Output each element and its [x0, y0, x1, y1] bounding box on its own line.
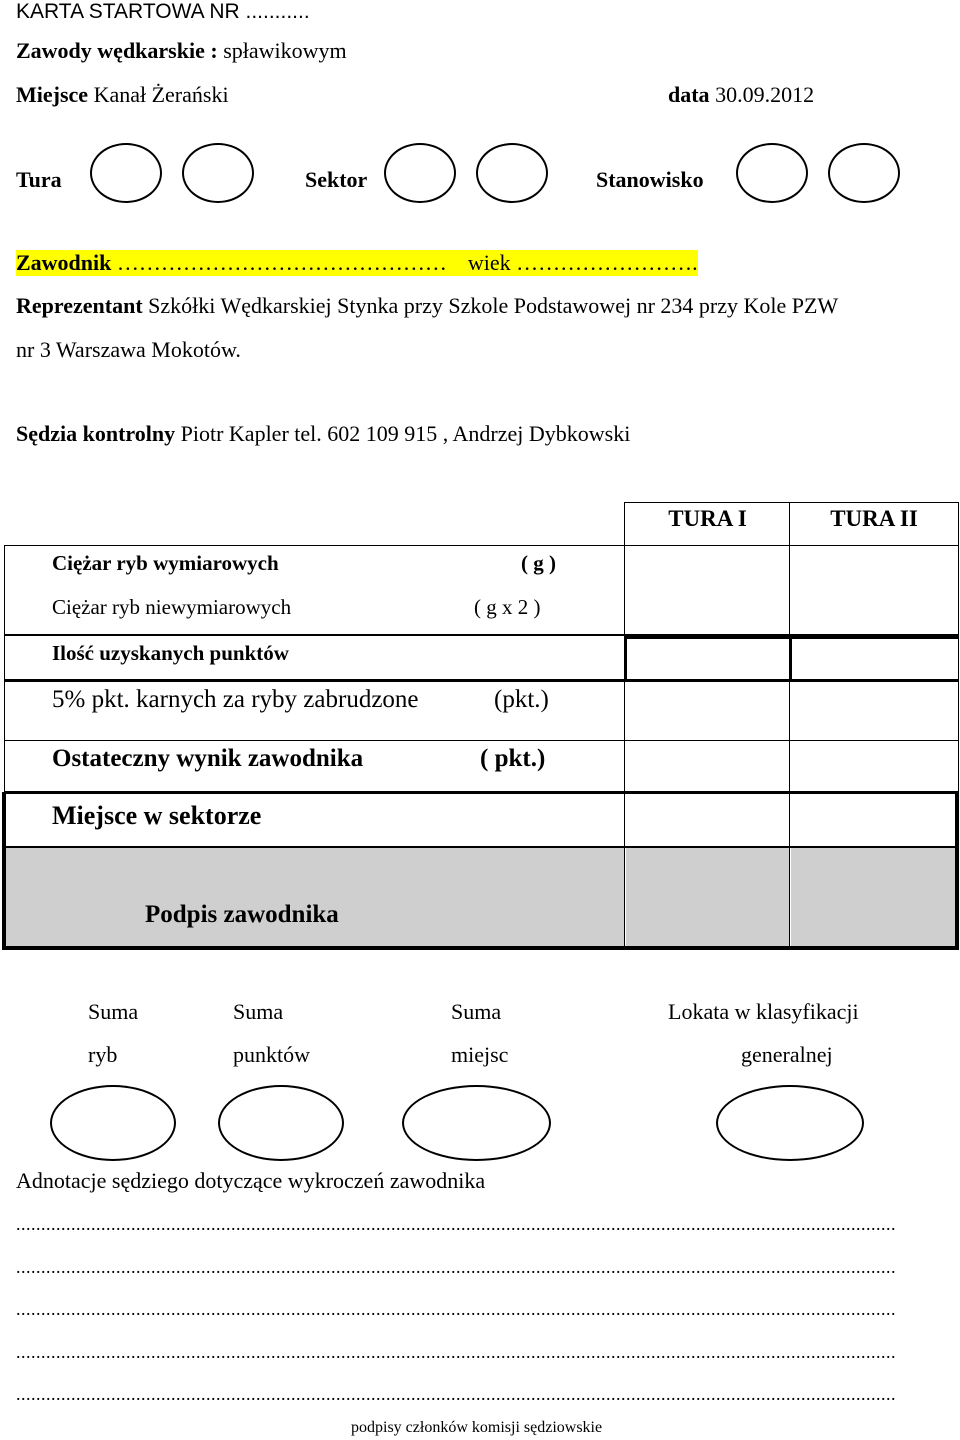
stanowisko-field-2[interactable] — [828, 143, 900, 203]
notes-line-3[interactable]: ................................................................................................................................................................................ — [16, 1299, 896, 1319]
tura1-header: TURA I — [668, 506, 747, 531]
cell-place-tura2[interactable] — [790, 794, 955, 846]
row-label-signature: Podpis zawodnika — [145, 901, 339, 928]
cell-final-tura2[interactable] — [790, 741, 958, 791]
place-value: Kanał Żerański — [93, 82, 229, 107]
date — [668, 82, 814, 108]
cell-penalty-tura1[interactable] — [625, 682, 789, 740]
summary-points-field[interactable] — [218, 1085, 344, 1161]
tura-field-1[interactable] — [90, 143, 162, 203]
representative-value: Szkółki Wędkarskiej Stynka przy Szkole Podstawowej nr 234 przy Kole PZW — [148, 293, 839, 318]
notes-line-5[interactable]: ................................................................................................................................................................................ — [16, 1384, 896, 1404]
cell-points-tura2[interactable] — [792, 639, 958, 679]
summary-fish-field[interactable] — [50, 1085, 176, 1161]
judge-label: Sędzia kontrolny — [16, 421, 176, 446]
sektor-field-2[interactable] — [476, 143, 548, 203]
right-border-thick — [955, 792, 959, 950]
tura-field-2[interactable] — [182, 143, 254, 203]
cell-final-tura1[interactable] — [625, 741, 789, 791]
date-value: 30.09.2012 — [715, 82, 815, 107]
row-unit-legal-weight: ( g ) — [521, 551, 556, 575]
row-unit-undersize-weight: ( g x 2 ) — [474, 595, 541, 619]
row-label-undersize-weight: Ciężar ryb niewymiarowych — [52, 595, 292, 619]
summary-rank-line2: generalnej — [741, 1042, 833, 1067]
summary-fish-line2: ryb — [88, 1042, 118, 1067]
table-top-line — [624, 502, 959, 503]
card-title: KARTA STARTOWA NR ........... — [16, 0, 310, 23]
competition-value: spławikowym — [223, 38, 347, 63]
cell-penalty-tura2[interactable] — [790, 682, 958, 740]
summary-rank-field[interactable] — [716, 1085, 864, 1161]
row-label-sector-place: Miejsce w sektorze — [52, 801, 262, 830]
row-label-final-score: Ostateczny wynik zawodnika — [52, 745, 364, 772]
summary-places-line1: Suma — [451, 999, 502, 1024]
summary-places-line2: miejsc — [451, 1042, 509, 1067]
competitor-label: Zawodnik — [16, 250, 112, 275]
representative-label: Reprezentant — [16, 293, 143, 318]
cell-signature-tura2[interactable] — [790, 848, 955, 946]
left-border-bottom — [2, 792, 6, 950]
row-label-legal-weight: Ciężar ryb wymiarowych — [52, 551, 279, 575]
representative-line1 — [16, 293, 838, 319]
row-unit-penalty: (pkt.) — [494, 686, 549, 713]
row-label-penalty: 5% pkt. karnych za ryby zabrudzone — [52, 686, 419, 713]
row-unit-final-score: ( pkt.) — [480, 745, 546, 772]
signature-area-bg — [4, 848, 624, 948]
competition-label: Zawody wędkarskie : — [16, 38, 218, 63]
notes-line-4[interactable]: ................................................................................................................................................................................ — [16, 1342, 896, 1362]
stanowisko-field-1[interactable] — [736, 143, 808, 203]
cell-weights-tura1[interactable] — [625, 546, 789, 634]
summary-rank-line1: Lokata w klasyfikacji — [668, 999, 859, 1024]
stanowisko-label: Stanowisko — [596, 167, 704, 192]
age-label: wiek — [467, 250, 511, 275]
place — [16, 82, 229, 108]
tura2-header: TURA II — [830, 506, 918, 531]
representative-line2: nr 3 Warszawa Mokotów. — [16, 337, 241, 362]
summary-places-field[interactable] — [402, 1085, 551, 1161]
date-label: data — [668, 82, 710, 107]
committee-signatures-caption: podpisy członków komisji sędziowskie — [351, 1419, 603, 1436]
competitor-row — [16, 250, 698, 276]
age-dots[interactable]: ……………………. — [516, 250, 698, 275]
row-label-points: Ilość uzyskanych punktów — [52, 641, 289, 665]
table-bottom-line — [4, 946, 959, 950]
notes-line-2[interactable]: ................................................................................................................................................................................ — [16, 1257, 896, 1277]
competitor-dots[interactable]: ……………………………………… — [116, 250, 453, 275]
cell-weights-tura2[interactable] — [790, 546, 958, 634]
summary-fish-line1: Suma — [88, 999, 139, 1024]
notes-label: Adnotacje sędziego dotyczące wykroczeń zawodnika — [16, 1168, 486, 1193]
judge-value: Piotr Kapler tel. 602 109 915 , Andrzej Dybkowski — [180, 421, 631, 446]
judge — [16, 421, 630, 447]
competition-type — [16, 38, 347, 64]
sektor-field-1[interactable] — [384, 143, 456, 203]
cell-place-tura1[interactable] — [625, 794, 789, 846]
notes-line-1[interactable]: ................................................................................................................................................................................ — [16, 1214, 896, 1234]
left-border-top — [4, 545, 5, 792]
cell-points-tura1[interactable] — [627, 639, 789, 679]
sektor-label: Sektor — [305, 167, 368, 192]
place-label: Miejsce — [16, 82, 89, 107]
summary-points-line2: punktów — [233, 1042, 310, 1067]
cell-signature-tura1[interactable] — [625, 848, 789, 946]
tura-label: Tura — [16, 167, 62, 192]
summary-points-line1: Suma — [233, 999, 284, 1024]
